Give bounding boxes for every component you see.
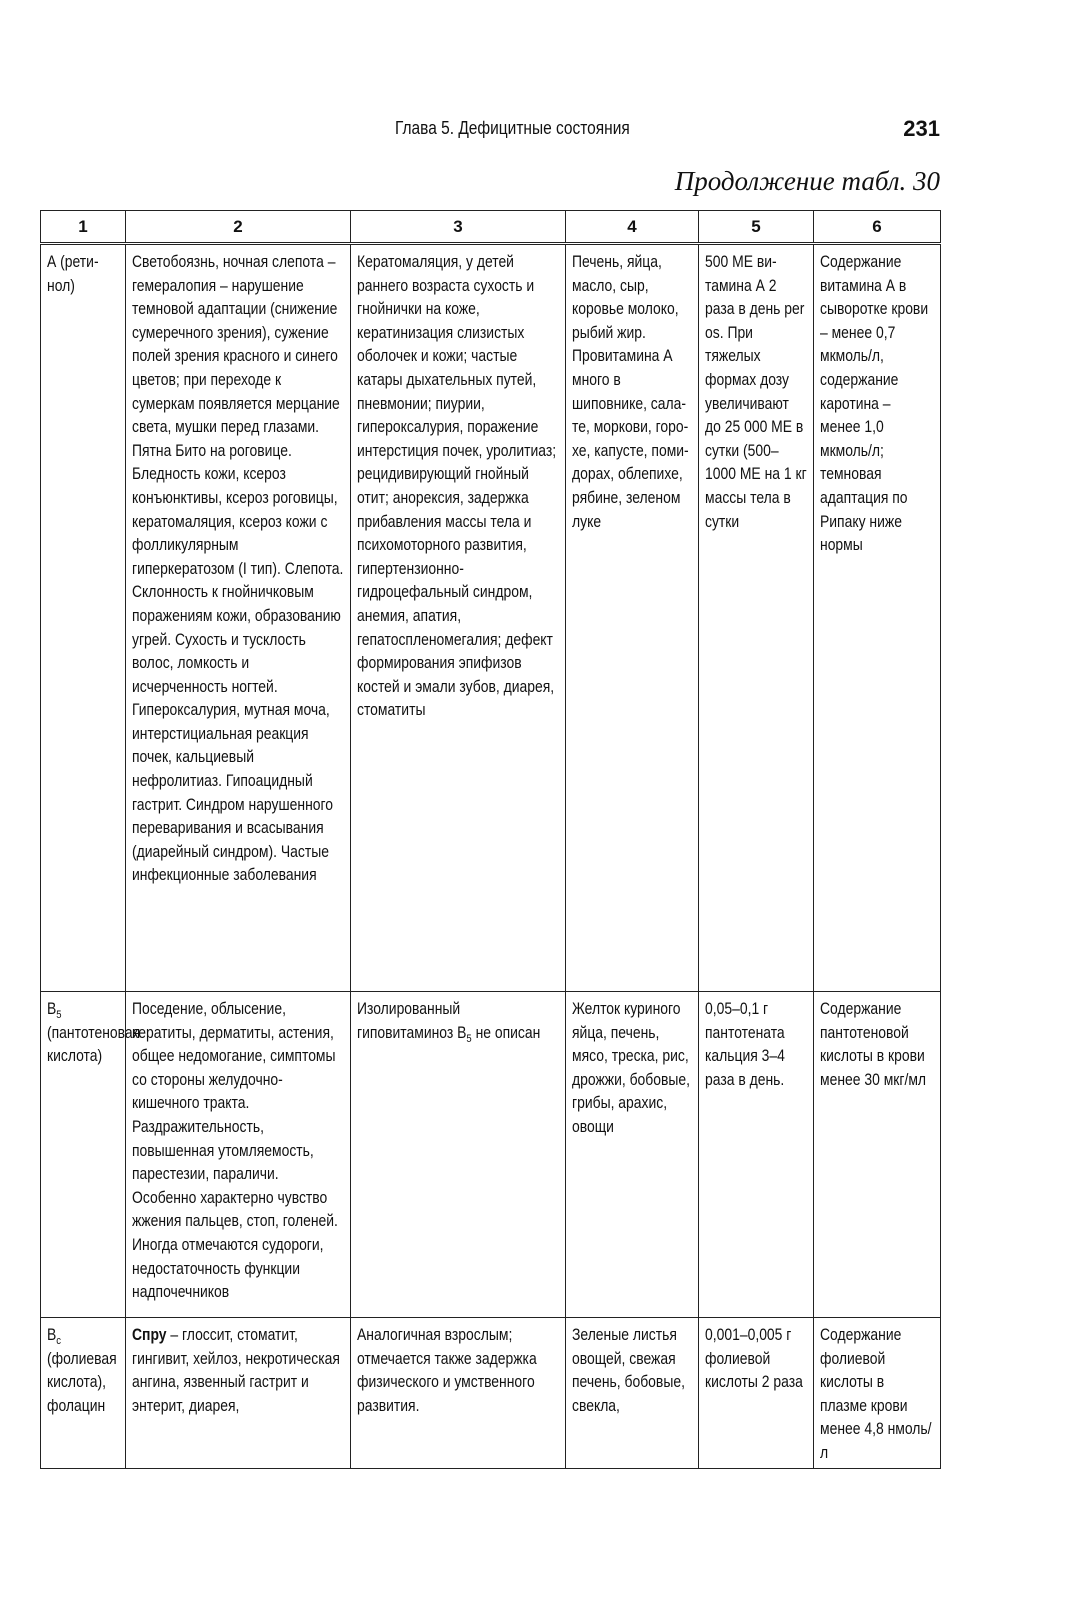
cell-text bbox=[132, 1324, 343, 1418]
cell-text: Желток куриного яйца, печень, мясо, треска, рис, дрожжи, бобовые, грибы, арахис, овощи bbox=[572, 1000, 691, 1136]
cell-text: Поседение, облысение, кератиты, дерматиты, астения, общее недомогание, симптомы со стороны желудочно-кишечного тракта. Раздражительность, повышенная утомляемость, парестезии, параличи. Особенно характерно чувство жжения пальцев, стоп, голеней. Иногда отмечаются судороги, недостаточность функции надпочечников bbox=[132, 1000, 338, 1302]
adult-symptoms-cell bbox=[126, 244, 351, 992]
dosage-cell bbox=[699, 1318, 814, 1469]
adult-symptoms-cell bbox=[126, 1318, 351, 1469]
vitamin-name-cell bbox=[41, 992, 141, 1318]
vitamin-desc: (фолиевая кислота), фолацин bbox=[47, 1349, 117, 1415]
vitamin-desc: (пантотеновая кислота) bbox=[47, 1023, 141, 1066]
text-subscript: 5 bbox=[466, 1032, 472, 1045]
vitamin-letter: B bbox=[47, 1000, 57, 1018]
cell-text: Светобоязнь, ночная слепота – гемералопия – нарушение темновой адаптации (снижение сумеречного зрения), сужение полей зрения красного и синего цветов; при переходе к сумеркам появляется мерцание света, мушки перед глазами. Пятна Бито на роговице. Бледность кожи, ксероз конъюнктивы, ксероз роговицы, кератомаляция, ксероз кожи с фолликулярным гиперкератозом (I тип). Слепота. Склонность к гнойничковым поражениям кожи, образованию угрей. Сухость и тусклость волос, ломкость и исчерченность ногтей. Гипероксалурия, мутная моча, интерстициальная реакция почек, кальциевый нефролитиаз. Гипоацидный гастрит. Синдром нарушенного переваривания и всасывания (диарейный синдром). Частые инфекционные заболевания bbox=[132, 253, 344, 885]
table-header-row bbox=[41, 211, 941, 244]
vitamin-name-cell bbox=[41, 244, 126, 992]
cell-text: Аналогичная взрослым; отмечается также задержка физического и умственного развития. bbox=[357, 1326, 537, 1415]
vitamin-letter: B bbox=[47, 1326, 57, 1344]
cell-text: 500 МЕ ви-тамина А 2 раза в день per os. При тяжелых формах дозу увеличивают до 25 000 МЕ в сутки (500–1000 МЕ на 1 кг массы тела в сутки bbox=[705, 253, 807, 531]
page-header bbox=[40, 116, 940, 146]
table-caption: Продолжение табл. 30 bbox=[674, 166, 940, 196]
cell-text: А (рети-нол) bbox=[47, 253, 99, 295]
table-row bbox=[41, 1318, 941, 1469]
dosage-cell bbox=[699, 244, 814, 992]
column-header-1: 1 bbox=[41, 211, 126, 244]
cell-text bbox=[357, 998, 559, 1045]
sources-cell bbox=[566, 992, 699, 1318]
child-symptoms-cell bbox=[351, 244, 566, 992]
child-symptoms-cell bbox=[351, 992, 566, 1318]
cell-text bbox=[47, 998, 141, 1069]
cell-text: 0,05–0,1 г пантотената кальция 3–4 раза в день. bbox=[705, 1000, 785, 1089]
bold-lead-term: Спру bbox=[132, 1326, 167, 1344]
adult-symptoms-cell bbox=[126, 992, 351, 1318]
column-header-6: 6 bbox=[814, 211, 941, 244]
page-number: 231 bbox=[903, 116, 940, 141]
cell-text: Содержание фолиевой кислоты в плазме крови менее 4,8 нмоль/л bbox=[820, 1326, 932, 1462]
diagnostics-cell bbox=[814, 992, 941, 1318]
text-rest: – глоссит, стоматит, гингивит, хейлоз, некротическая ангина, язвенный гастрит и энтерит, диарея, bbox=[132, 1326, 340, 1415]
diagnostics-cell bbox=[814, 244, 941, 992]
vitamin-name-cell bbox=[41, 1318, 126, 1469]
cell-text: Содержание витамина А в сыворотке крови – менее 0,7 мкмоль/л, содержание каротина – менее 1,0 мкмоль/л; темновая адаптация по Рипаку ниже нормы bbox=[820, 253, 929, 555]
cell-text: Кератомаляция, у детей раннего возраста сухость и гнойнички на коже, кератинизация слизистых оболочек и кожи; частые катары дыхательных путей, пневмонии; пиурии, гипероксалурия, поражение интерстиция почек, уролитиаз; рецидивирующий гнойный отит; анорексия, задержка прибавления массы тела и психомоторного развития, гипертензионно-гидроцефальный синдром, анемия, апатия, гепатоспленомегалия; дефект формирования эпифизов костей и эмали зубов, диарея, стоматиты bbox=[357, 253, 557, 720]
cell-text: 0,001–0,005 г фолиевой кислоты 2 раза bbox=[705, 1326, 803, 1392]
sources-cell bbox=[566, 1318, 699, 1469]
cell-text: Содержание пантотеновой кислоты в крови менее 30 мкг/мл bbox=[820, 1000, 927, 1089]
child-symptoms-cell bbox=[351, 1318, 566, 1469]
column-header-3: 3 bbox=[351, 211, 566, 244]
dosage-cell bbox=[699, 992, 814, 1318]
sources-cell bbox=[566, 244, 699, 992]
text-main: Изолированный гиповитаминоз B bbox=[357, 1000, 467, 1042]
cell-text: Зеленые листья овощей, свежая печень, бобовые, свекла, bbox=[572, 1326, 685, 1415]
table-row bbox=[41, 992, 941, 1318]
column-header-5: 5 bbox=[699, 211, 814, 244]
text-rest: не описан bbox=[471, 1023, 541, 1042]
cell-text: Печень, яйца, масло, сыр, коровье молоко, рыбий жир. Провитамина А много в шиповнике, сала-те, моркови, горо-хе, капусте, поми-дорах, облепихе, рябине, зеленом луке bbox=[572, 253, 689, 531]
vitamin-subscript: c bbox=[56, 1335, 62, 1348]
table-row bbox=[41, 244, 941, 992]
vitamin-subscript: 5 bbox=[56, 1009, 62, 1022]
cell-text bbox=[47, 1324, 119, 1418]
diagnostics-cell bbox=[814, 1318, 941, 1469]
running-head: Глава 5. Дефицитные состояния bbox=[395, 118, 630, 138]
column-header-2: 2 bbox=[126, 211, 351, 244]
column-header-4: 4 bbox=[566, 211, 699, 244]
vitamin-deficiency-table bbox=[40, 210, 941, 1469]
